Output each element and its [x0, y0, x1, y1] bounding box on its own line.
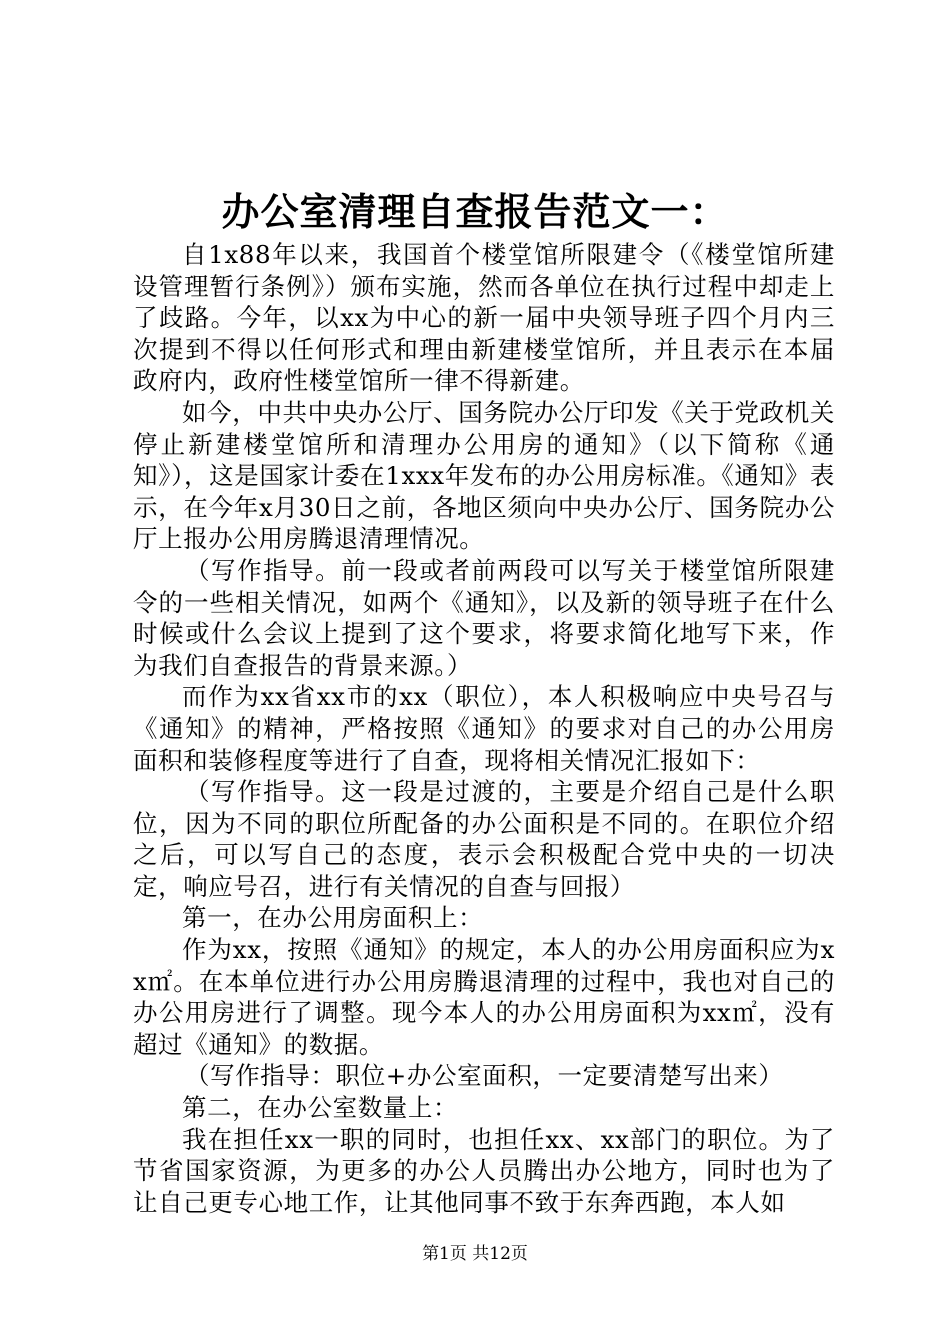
paragraph-writing-guide-1: （写作指导。前一段或者前两段可以写关于楼堂馆所限建令的一些相关情况，如两个《通知》，以及新的领导班子在什么时候或什么会议上提到了这个要求，将要求简化地写下来，作为我们自查报告的背景来源。） — [133, 555, 835, 680]
paragraph-office-area: 作为xx，按照《通知》的规定，本人的办公用房面积应为xx㎡。在本单位进行办公用房腾退清理的过程中，我也对自己的办公用房进行了调整。现今本人的办公用房面积为xx㎡，没有超过《通知》的数据。 — [133, 935, 835, 1059]
paragraph-writing-guide-3: （写作指导：职位+办公室面积，一定要清楚写出来） — [185, 1061, 784, 1091]
paragraph-section-one-heading: 第一，在办公用房面积上： — [182, 903, 484, 933]
paragraph-section-two-heading: 第二，在办公室数量上： — [182, 1093, 459, 1123]
document-title: 办公室清理自查报告范文一： — [221, 189, 729, 234]
page-number: 第1页 共12页 — [422, 1244, 528, 1264]
document-body — [133, 239, 835, 1218]
paragraph-writing-guide-2: （写作指导。这一段是过渡的，主要是介绍自己是什么职位，因为不同的职位所配备的办公面积是不同的。在职位介绍之后，可以写自己的态度，表示会积极配合党中央的一切决定，响应号召，进行有关情况的自查与回报） — [133, 777, 835, 901]
paragraph-notice: 如今，中共中央办公厅、国务院办公厅印发《关于党政机关停止新建楼堂馆所和清理办公用房的通知》（以下简称《通知》），这是国家计委在1xxx年发布的办公用房标准。《通知》表示，在今年x月30日之前，各地区须向中央办公厅、国务院办公厅上报办公用房腾退清理情况。 — [133, 397, 835, 554]
paragraph-office-count: 我在担任xx一职的同时，也担任xx、xx部门的职位。为了节省国家资源，为更多的办公人员腾出办公地方，同时也为了让自己更专心地工作，让其他同事不致于东奔西跑，本人如 — [133, 1124, 835, 1217]
paragraph-intro: 自1x88年以来，我国首个楼堂馆所限建令（《楼堂馆所建设管理暂行条例》）颁布实施，然而各单位在执行过程中却走上了歧路。今年，以xx为中心的新一届中央领导班子四个月内三次提到不得以任何形式和理由新建楼堂馆所，并且表示在本届政府内，政府性楼堂馆所一律不得新建。 — [133, 240, 835, 396]
paragraph-position: 而作为xx省xx市的xx（职位），本人积极响应中央号召与《通知》的精神，严格按照《通知》的要求对自己的办公用房面积和装修程度等进行了自查，现将相关情况汇报如下： — [133, 682, 835, 775]
